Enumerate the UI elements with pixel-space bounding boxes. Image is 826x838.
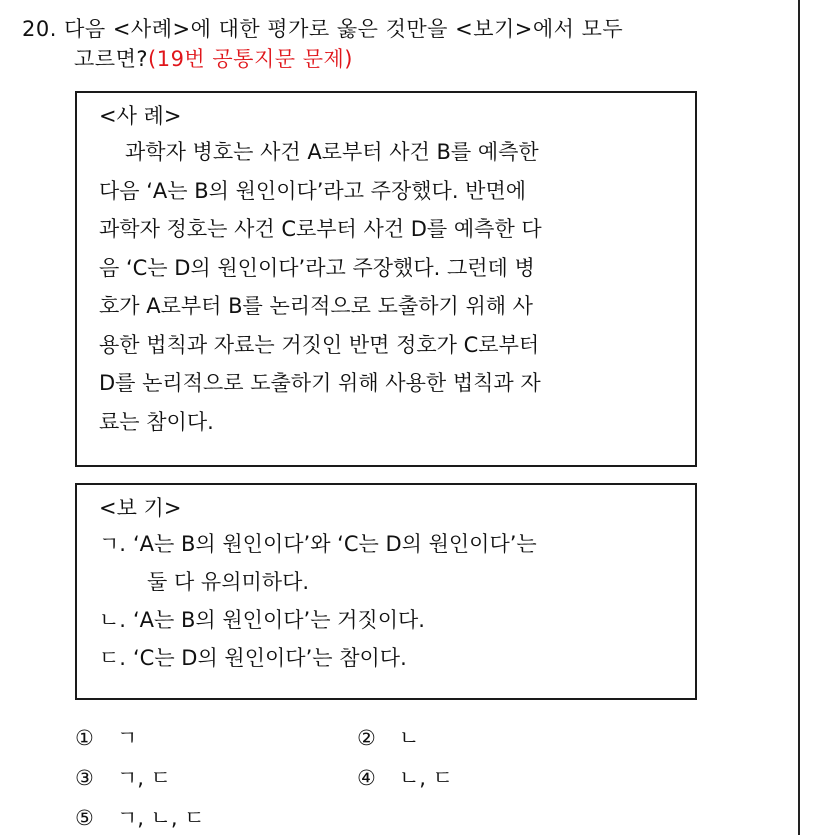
option-text: ㄱ, ㄷ (117, 766, 171, 790)
option-text: ㄴ, ㄷ (399, 766, 453, 790)
choice-text: ‘C는 D의 원인이다’는 참이다. (133, 646, 407, 670)
case-box-title: <사 례> (99, 104, 182, 128)
answer-option-5[interactable] (75, 798, 205, 838)
answer-option-4[interactable] (357, 758, 453, 798)
question-text-cont: 고르면? (74, 47, 149, 71)
case-line: 음 ‘C는 D의 원인이다’라고 주장했다. 그런데 병 (99, 255, 535, 280)
choices-box-title: <보 기> (99, 496, 182, 520)
answer-options (75, 718, 715, 838)
case-line: 용한 법칙과 자료는 거짓인 반면 정호가 C로부터 (99, 332, 540, 357)
choice-item-nieun (99, 601, 677, 639)
option-text: ㄱ, ㄴ, ㄷ (117, 806, 205, 830)
question-text: 다음 <사례>에 대한 평가로 옳은 것만을 <보기>에서 모두 (64, 17, 624, 41)
case-line: 다음 ‘A는 B의 원인이다’라고 주장했다. 반면에 (99, 178, 527, 203)
case-box (75, 91, 697, 467)
option-text: ㄱ (117, 726, 138, 750)
common-passage-note: (19번 공통지문 문제) (148, 47, 353, 71)
option-number: ① (75, 726, 94, 750)
case-line: 과학자 병호는 사건 A로부터 사건 B를 예측한 (125, 140, 539, 164)
case-line: 과학자 정호는 사건 C로부터 사건 D를 예측한 다 (99, 217, 542, 241)
case-body (99, 133, 677, 441)
choice-mark: ㄱ. (99, 532, 126, 556)
answer-option-3[interactable] (75, 758, 171, 798)
answer-option-1[interactable] (75, 718, 137, 758)
option-number: ④ (357, 766, 376, 790)
question-line-1 (22, 14, 782, 44)
choice-item-digeut (99, 639, 677, 677)
choices-box (75, 483, 697, 700)
case-line: 호가 A로부터 B를 논리적으로 도출하기 위해 사 (99, 294, 533, 318)
option-number: ③ (75, 766, 94, 790)
answer-option-2[interactable] (357, 718, 419, 758)
question-number: 20. (22, 17, 57, 41)
answer-row (75, 758, 715, 798)
case-line: D를 논리적으로 도출하기 위해 사용한 법칙과 자 (99, 371, 541, 395)
choice-mark: ㄷ. (99, 646, 126, 670)
choice-item-giyeok (99, 525, 677, 563)
question-line-2 (22, 44, 782, 74)
choice-text: ‘A는 B의 원인이다’는 거짓이다. (133, 608, 425, 632)
choice-text-cont: 둘 다 유의미하다. (147, 570, 310, 594)
answer-row (75, 718, 715, 758)
option-text: ㄴ (399, 726, 420, 750)
option-number: ② (357, 726, 376, 750)
case-line: 료는 참이다. (99, 409, 214, 434)
choice-text: ‘A는 B의 원인이다’와 ‘C는 D의 원인이다’는 (133, 532, 537, 556)
question-stem (22, 14, 782, 74)
page-right-border (798, 0, 800, 835)
option-number: ⑤ (75, 806, 94, 830)
answer-row (75, 798, 715, 838)
choice-mark: ㄴ. (99, 608, 126, 632)
